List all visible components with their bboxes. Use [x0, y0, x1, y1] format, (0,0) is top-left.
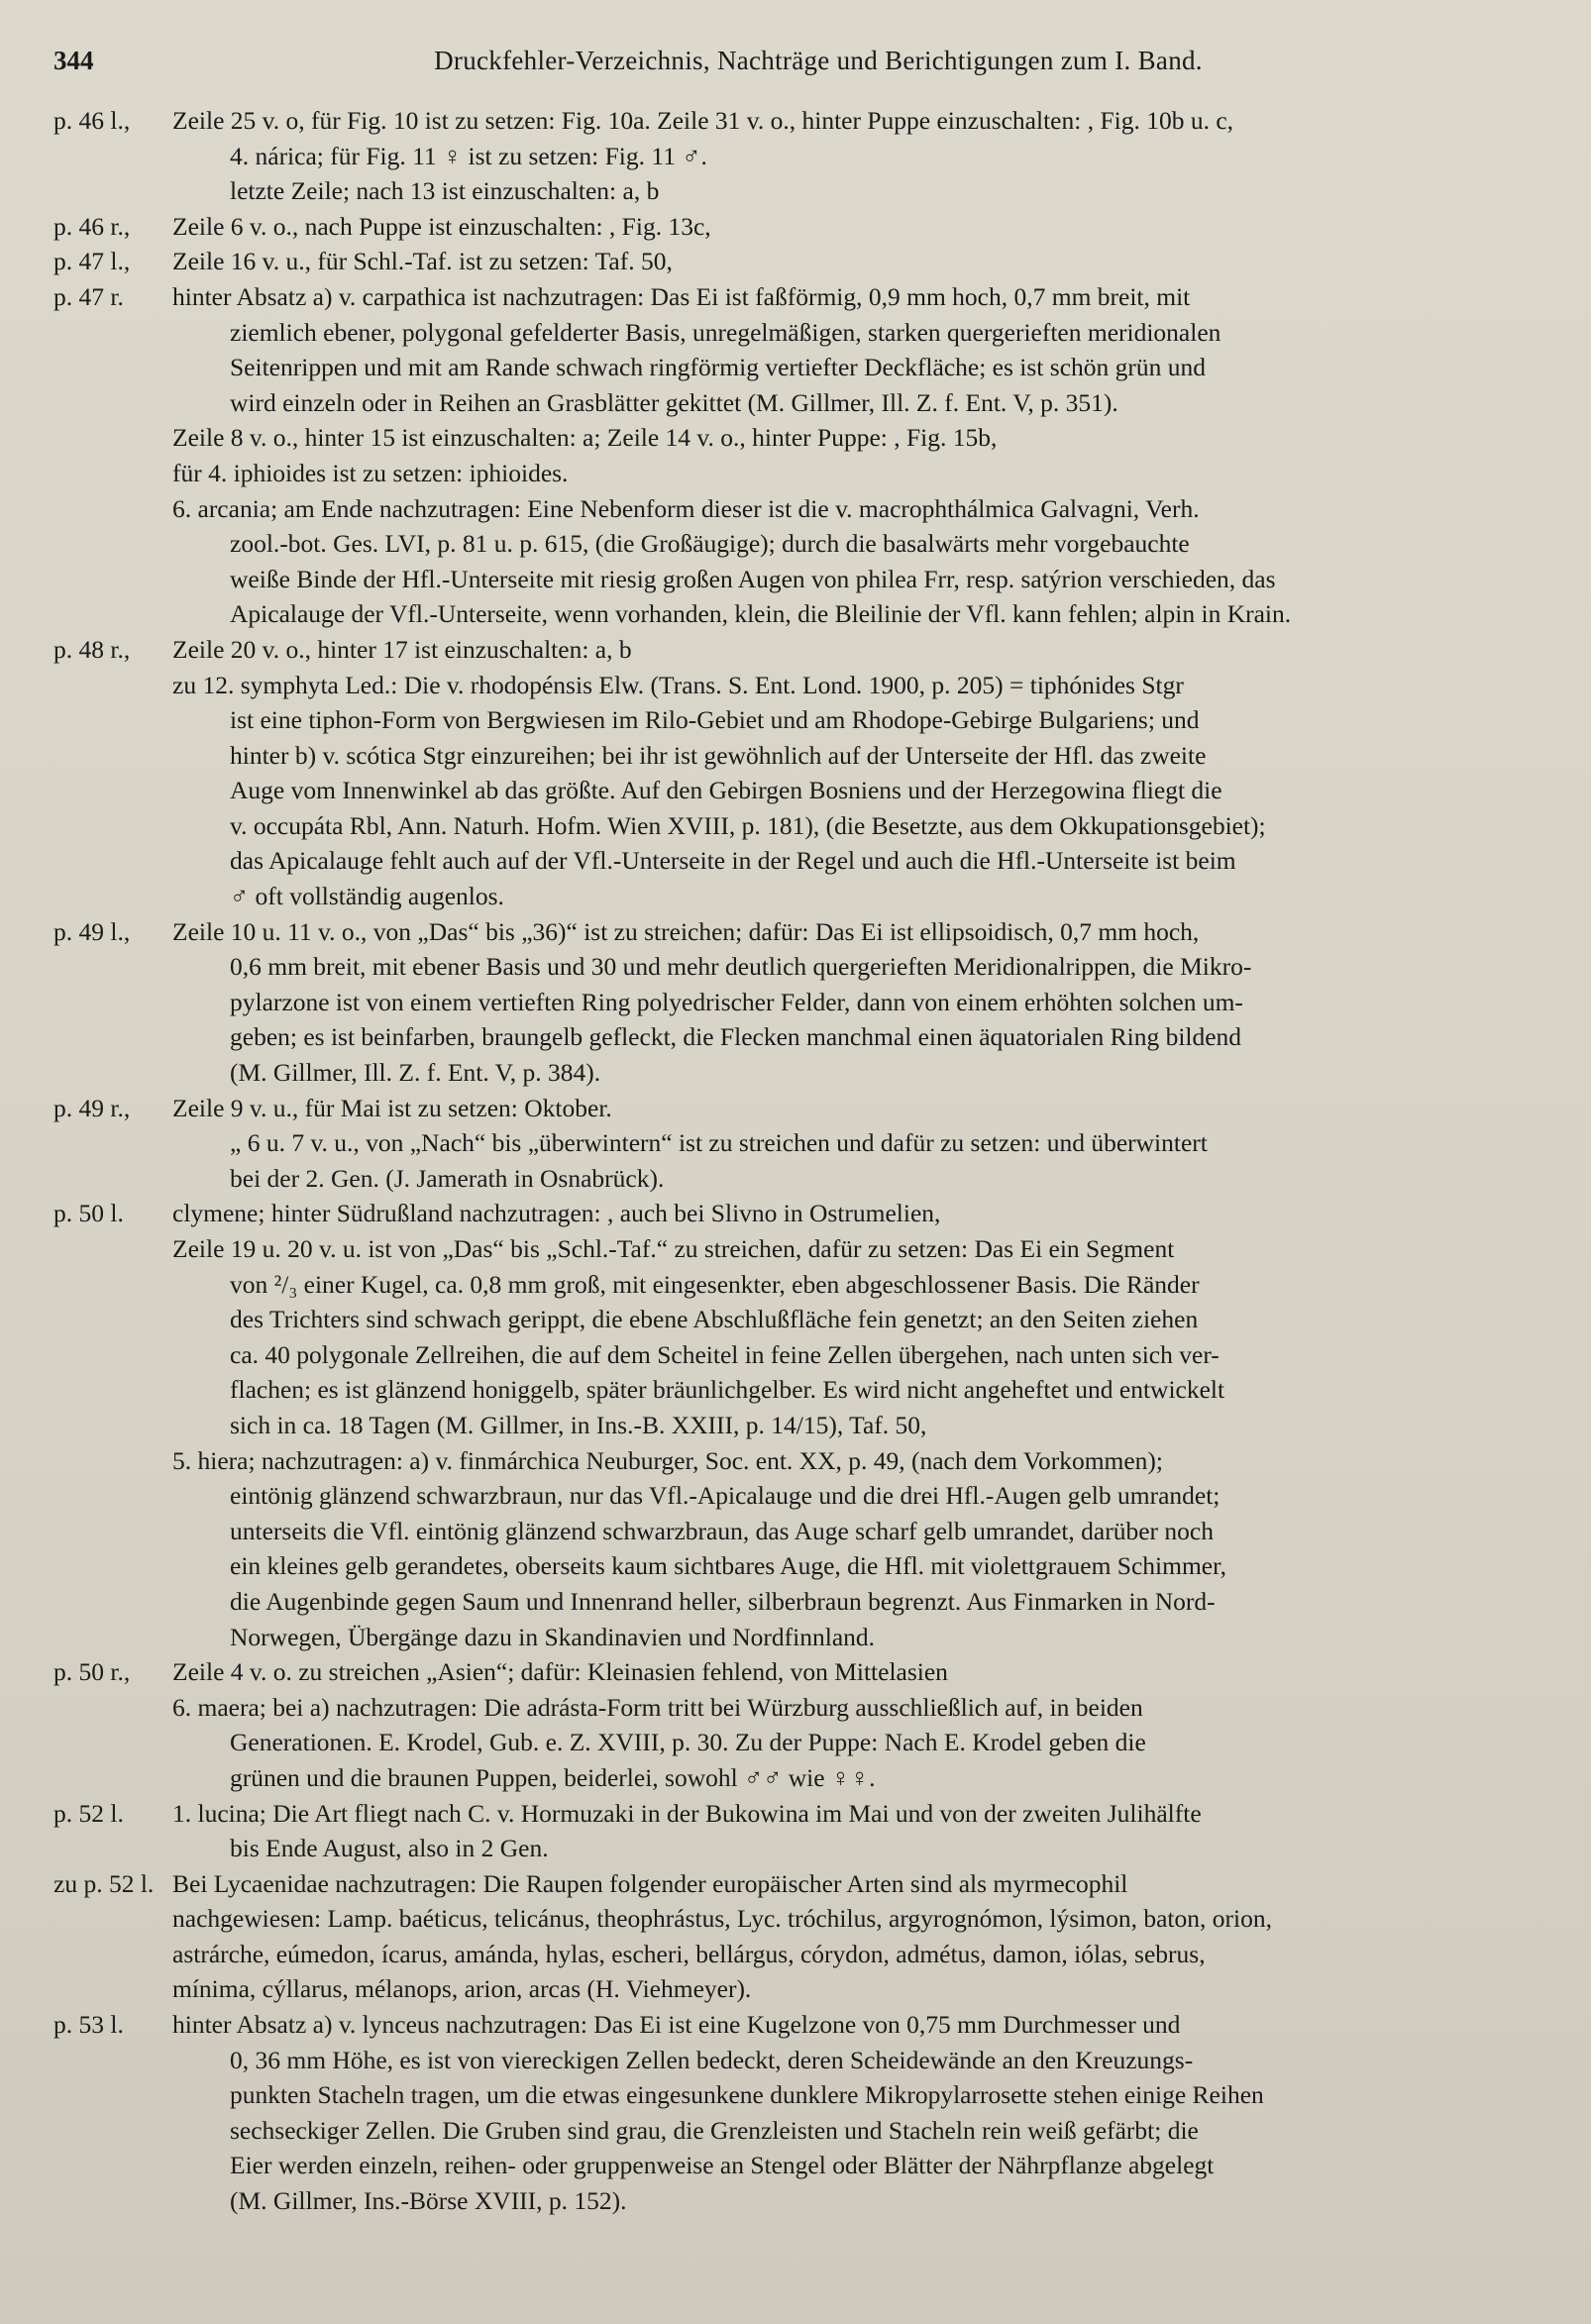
text-line: Norwegen, Übergänge dazu in Skandinavien und Nordfinnland. — [230, 1622, 876, 1651]
text-line: ist eine tiphon-Form von Bergwiesen im Rilo-Gebiet und am Rhodope-Gebirge Bulgariens; und — [230, 705, 1200, 735]
text-line: Generationen. E. Krodel, Gub. e. Z. XVIII, p. 30. Zu der Puppe: Nach E. Krodel geben die — [230, 1728, 1146, 1757]
text-line: zool.-bot. Ges. LVI, p. 81 u. p. 615, (die Großäugige); durch die basalwärts mehr vorgebauchte — [230, 529, 1190, 559]
text-line: 1. lucina; Die Art fliegt nach C. v. Hormuzaki in der Bukowina im Mai und von der zweiten Julihälfte — [172, 1798, 1202, 1828]
entry-reference: p. 47 r. — [53, 281, 124, 311]
entry-body — [172, 1091, 1534, 1197]
text-line: ein kleines gelb gerandetes, oberseits kaum sichtbares Auge, die Hfl. mit violettgrauem Schimmer, — [230, 1551, 1226, 1581]
text-line: Zeile 16 v. u., für Schl.-Taf. ist zu setzen: Taf. 50, — [172, 247, 673, 276]
text-line: Eier werden einzeln, reihen- oder gruppenweise an Stengel oder Blätter der Nährpflanze abgelegt — [230, 2151, 1215, 2180]
text-line: Seitenrippen und mit am Rande schwach ringförmig vertiefter Deckfläche; es ist schön grün und — [230, 353, 1206, 382]
entry-body — [172, 1654, 1534, 1795]
text-line: weiße Binde der Hfl.-Unterseite mit riesig großen Augen von philea Frr, resp. satýrion verschieden, das — [230, 564, 1276, 593]
entry-body — [172, 1866, 1534, 2007]
entry-body — [172, 1796, 1534, 1866]
text-line: die Augenbinde gegen Saum und Innenrand heller, silberbraun begrenzt. Aus Finmarken in Nord- — [230, 1586, 1216, 1616]
text-line: letzte Zeile; nach 13 ist einzuschalten: a, b — [230, 176, 660, 206]
entry-reference: p. 49 l., — [53, 916, 131, 946]
entry — [53, 103, 1534, 209]
text-line: flachen; es ist glänzend honiggelb, später bräunlichgelber. Es wird nicht angeheftet und entwickelt — [230, 1375, 1225, 1405]
entry-reference: p. 52 l. — [53, 1798, 124, 1828]
entry-reference: p. 46 l., — [53, 106, 131, 135]
entry-reference: p. 48 r., — [53, 634, 131, 664]
text-line: ca. 40 polygonale Zellreihen, die auf dem Scheitel in feine Zellen übergehen, nach unten sich ver- — [230, 1339, 1220, 1369]
entry-reference: p. 46 r., — [53, 211, 131, 241]
text-line: astrárche, eúmedon, ícarus, amánda, hylas, escheri, bellárgus, córydon, admétus, damon, iólas, sebrus, — [172, 1939, 1206, 1968]
text-line: 4. nárica; für Fig. 11 ♀ ist zu setzen: Fig. 11 ♂. — [230, 141, 707, 170]
entry — [53, 1796, 1534, 1866]
entry-body — [172, 914, 1534, 1091]
text-line: des Trichters sind schwach gerippt, die ebene Abschlußfläche fein genetzt; an den Seiten ziehen — [230, 1305, 1199, 1334]
text-line: ♂ oft vollständig augenlos. — [230, 882, 504, 911]
entry-reference: p. 53 l. — [53, 2010, 124, 2040]
text-line: 0, 36 mm Höhe, es ist von viereckigen Zellen bedeckt, deren Scheidewände an den Kreuzungs- — [230, 2045, 1194, 2074]
text-line: Auge vom Innenwinkel ab das größte. Auf den Gebirgen Bosniens und der Herzegowina fliegt die — [230, 776, 1222, 805]
text-line: Apicalauge der Vfl.-Unterseite, wenn vorhanden, klein, die Bleilinie der Vfl. kann fehlen; alpin in Krain. — [230, 599, 1292, 629]
text-line: punkten Stacheln tragen, um die etwas eingesunkene dunklere Mikropylarrosette stehen einige Reihen — [230, 2080, 1264, 2110]
text-line: ziemlich ebener, polygonal gefelderter Basis, unregelmäßigen, starken quergerieften meridionalen — [230, 317, 1221, 347]
entry — [53, 244, 1534, 279]
entry-reference: p. 47 l., — [53, 247, 131, 276]
text-line: sich in ca. 18 Tagen (M. Gillmer, in Ins.-B. XXIII, p. 14/15), Taf. 50, — [230, 1410, 927, 1439]
text-line: grünen und die braunen Puppen, beiderlei, sowohl ♂♂ wie ♀♀. — [230, 1762, 876, 1792]
text-line: 6. maera; bei a) nachzutragen: Die adrásta-Form tritt bei Würzburg ausschließlich auf, in beiden — [172, 1692, 1143, 1722]
entry — [53, 1654, 1534, 1795]
text-line: Zeile 19 u. 20 v. u. ist von „Das“ bis „Schl.-Taf.“ zu streichen, dafür zu setzen: Das Ei ein Segment — [172, 1234, 1175, 1263]
text-line: Bei Lycaenidae nachzutragen: Die Raupen folgender europäischer Arten sind als myrmecophil — [172, 1868, 1128, 1898]
text-line: Zeile 6 v. o., nach Puppe ist einzuschalten: , Fig. 13c, — [172, 211, 711, 241]
text-line: bis Ende August, also in 2 Gen. — [230, 1834, 549, 1863]
text-line: hinter Absatz a) v. lynceus nachzutragen: Das Ei ist eine Kugelzone von 0,75 mm Durchmesser und — [172, 2010, 1181, 2040]
entry — [53, 1866, 1534, 2007]
text-line: hinter b) v. scótica Stgr einzureihen; bei ihr ist gewöhnlich auf der Unterseite der Hfl. das zweite — [230, 740, 1207, 770]
entry-reference: zu p. 52 l. — [53, 1868, 155, 1898]
text-line: das Apicalauge fehlt auch auf der Vfl.-Unterseite in der Regel und auch die Hfl.-Unterseite ist beim — [230, 846, 1236, 876]
page-number: 344 — [53, 46, 94, 75]
text-line: „ 6 u. 7 v. u., von „Nach“ bis „überwintern“ ist zu streichen und dafür zu setzen: und überwintert — [230, 1128, 1208, 1158]
text-line: bei der 2. Gen. (J. Jamerath in Osnabrück). — [230, 1163, 665, 1193]
text-line: hinter Absatz a) v. carpathica ist nachzutragen: Das Ei ist faßförmig, 0,9 mm hoch, 0,7 mm breit, mit — [172, 281, 1191, 311]
text-line: mínima, cýllarus, mélanops, arion, arcas (H. Viehmeyer). — [172, 1974, 752, 2004]
text-line: 0,6 mm breit, mit ebener Basis und 30 und mehr deutlich quergerieften Meridionalrippen, die Mikro- — [230, 952, 1252, 982]
entry — [53, 2007, 1534, 2219]
text-line: eintönig glänzend schwarzbraun, nur das Vfl.-Apicalauge und die drei Hfl.-Augen gelb umrandet; — [230, 1481, 1220, 1511]
text-line: unterseits die Vfl. eintönig glänzend schwarzbraun, das Auge scharf gelb umrandet, darüber noch — [230, 1516, 1214, 1545]
entry — [53, 1196, 1534, 1654]
entry — [53, 209, 1534, 245]
text-line: (M. Gillmer, Ins.-Börse XVIII, p. 152). — [230, 2186, 627, 2216]
entry — [53, 279, 1534, 632]
text-line: Zeile 9 v. u., für Mai ist zu setzen: Oktober. — [172, 1093, 612, 1122]
entry-body — [172, 209, 1534, 245]
text-line: nachgewiesen: Lamp. baéticus, telicánus, theophrástus, Lyc. tróchilus, argyrognómon, lýsimon, baton, orion, — [172, 1904, 1272, 1934]
text-line: Zeile 8 v. o., hinter 15 ist einzuschalten: a; Zeile 14 v. o., hinter Puppe: , Fig. 15b, — [172, 423, 998, 453]
text-line: Zeile 20 v. o., hinter 17 ist einzuschalten: a, b — [172, 634, 632, 664]
text-line: (M. Gillmer, Ill. Z. f. Ent. V, p. 384). — [230, 1058, 601, 1088]
entry — [53, 914, 1534, 1091]
text-line: Zeile 10 u. 11 v. o., von „Das“ bis „36)“ ist zu streichen; dafür: Das Ei ist ellipsoidisch, 0,7 mm hoch, — [172, 916, 1200, 946]
text-line: clymene; hinter Südrußland nachzutragen: , auch bei Slivno in Ostrumelien, — [172, 1199, 941, 1228]
text-line: von ²/₃ einer Kugel, ca. 0,8 mm groß, mit eingesenkter, eben abgeschlossener Basis. Die Ränder — [230, 1269, 1200, 1299]
entry-body — [172, 279, 1534, 632]
entry-body — [172, 2007, 1534, 2219]
page-header — [53, 46, 1534, 89]
text-line: geben; es ist beinfarben, braungelb gefleckt, die Flecken manchmal einen äquatorialen Ring bildend — [230, 1022, 1242, 1052]
text-line: pylarzone ist von einem vertieften Ring polyedrischer Felder, dann von einem erhöhten solchen um- — [230, 987, 1243, 1016]
entry-body — [172, 1196, 1534, 1654]
text-line: 6. arcania; am Ende nachzutragen: Eine Nebenform dieser ist die v. macrophthálmica Galvagni, Verh. — [172, 493, 1200, 523]
text-line: Zeile 25 v. o, für Fig. 10 ist zu setzen: Fig. 10a. Zeile 31 v. o., hinter Puppe einzuschalten: , Fig. 10b u. c, — [172, 106, 1234, 135]
entry-reference: p. 50 l. — [53, 1199, 124, 1228]
entry-reference: p. 50 r., — [53, 1657, 131, 1687]
text-line: Zeile 4 v. o. zu streichen „Asien“; dafür: Kleinasien fehlend, von Mittelasien — [172, 1657, 948, 1687]
text-line: v. occupáta Rbl, Ann. Naturh. Hofm. Wien XVIII, p. 181), (die Besetzte, aus dem Okkupationsgebiet); — [230, 810, 1266, 840]
entry-reference: p. 49 r., — [53, 1093, 131, 1122]
page-title: Druckfehler-Verzeichnis, Nachträge und Berichtigungen zum I. Band. — [434, 46, 1203, 75]
entry — [53, 1091, 1534, 1197]
entry-body — [172, 632, 1534, 914]
entries-list — [53, 103, 1534, 2219]
text-line: zu 12. symphyta Led.: Die v. rhodopénsis Elw. (Trans. S. Ent. Lond. 1900, p. 205) = tiphónides Stgr — [172, 670, 1184, 699]
entry-body — [172, 244, 1534, 279]
text-line: 5. hiera; nachzutragen: a) v. finmárchica Neuburger, Soc. ent. XX, p. 49, (nach dem Vorkommen); — [172, 1445, 1164, 1475]
entry — [53, 632, 1534, 914]
text-line: wird einzeln oder in Reihen an Grasblätter gekittet (M. Gillmer, Ill. Z. f. Ent. V, p. 351). — [230, 387, 1118, 417]
entry-body — [172, 103, 1534, 209]
text-line: sechseckiger Zellen. Die Gruben sind grau, die Grenzleisten und Stacheln rein weiß gefärbt; die — [230, 2115, 1199, 2145]
text-line: für 4. iphioides ist zu setzen: iphioides. — [172, 458, 569, 487]
